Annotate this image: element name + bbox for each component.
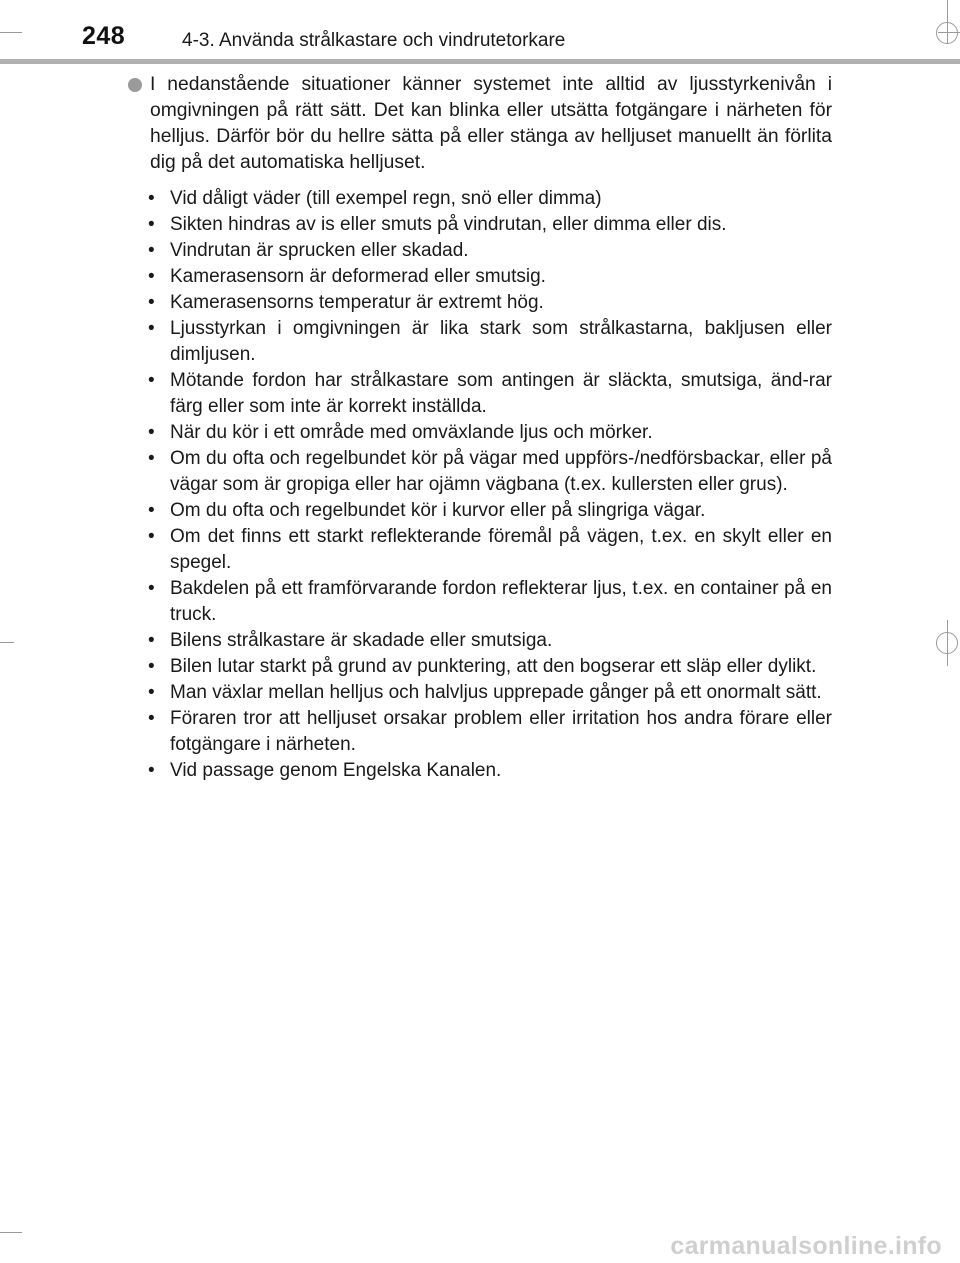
list-item: • Sikten hindras av is eller smuts på vindrutan, eller dimma eller dis.: [148, 212, 832, 238]
lead-paragraph-text: I nedanstående situationer känner systemet inte alltid av ljusstyrkenivån i omgivningen på rätt sätt. Det kan blinka eller utsätta fotgängare i närheten för helljus. Därför bör du hellre sätta på eller stänga av helljuset manuellt än förlita dig på det automatiska helljuset.: [150, 74, 832, 173]
list-item: • Kamerasensorn är deformerad eller smutsig.: [148, 264, 832, 290]
list-item: • När du kör i ett område med omväxlande ljus och mörker.: [148, 420, 832, 446]
page-number: 248: [82, 22, 126, 50]
registration-line-mid-right: [947, 620, 948, 666]
list-item: • Vid dåligt väder (till exempel regn, snö eller dimma): [148, 186, 832, 212]
list-item: • Bilens strålkastare är skadade eller smutsiga.: [148, 628, 832, 654]
list-item: • Man växlar mellan helljus och halvljus upprepade gånger på ett onormalt sätt.: [148, 680, 832, 706]
list-item: • Vid passage genom Engelska Kanalen.: [148, 758, 832, 784]
list-item: • Mötande fordon har strålkastare som antingen är släckta, smutsiga, änd-rar färg eller som inte är korrekt inställda.: [148, 368, 832, 420]
list-item: • Om det finns ett starkt reflekterande föremål på vägen, t.ex. en skylt eller en spegel.: [148, 524, 832, 576]
situation-list: [128, 186, 832, 784]
list-item: • Om du ofta och regelbundet kör i kurvor eller på slingriga vägar.: [148, 498, 832, 524]
lead-paragraph: [128, 72, 832, 176]
crop-mark-mid-left: [0, 642, 14, 643]
list-item: • Vindrutan är sprucken eller skadad.: [148, 238, 832, 264]
header-divider: [0, 59, 960, 64]
list-item: • Bakdelen på ett framförvarande fordon reflekterar ljus, t.ex. en container på en truck.: [148, 576, 832, 628]
registration-line-top-right: [947, 0, 948, 44]
round-bullet-icon: [128, 78, 142, 92]
list-item: • Bilen lutar starkt på grund av punktering, att den bogserar ett släp eller dylikt.: [148, 654, 832, 680]
list-item: • Ljusstyrkan i omgivningen är lika stark som strålkastarna, bakljusen eller dimljusen.: [148, 316, 832, 368]
list-item: • Föraren tror att helljuset orsakar problem eller irritation hos andra förare eller fotgängare i närheten.: [148, 706, 832, 758]
crop-mark-bottom-left: [0, 1232, 22, 1233]
page-header: [0, 0, 960, 60]
list-item: • Kamerasensorns temperatur är extremt hög.: [148, 290, 832, 316]
site-watermark: carmanualsonline.info: [670, 1232, 942, 1260]
crop-mark-top-left: [0, 32, 22, 33]
list-item: • Om du ofta och regelbundet kör på vägar med uppförs-/nedförsbackar, eller på vägar som är gropiga eller har ojämn vägbana (t.ex. kullersten eller grus).: [148, 446, 832, 498]
section-title: 4-3. Använda strålkastare och vindrutetorkare: [182, 30, 566, 51]
page-content: [128, 72, 832, 784]
